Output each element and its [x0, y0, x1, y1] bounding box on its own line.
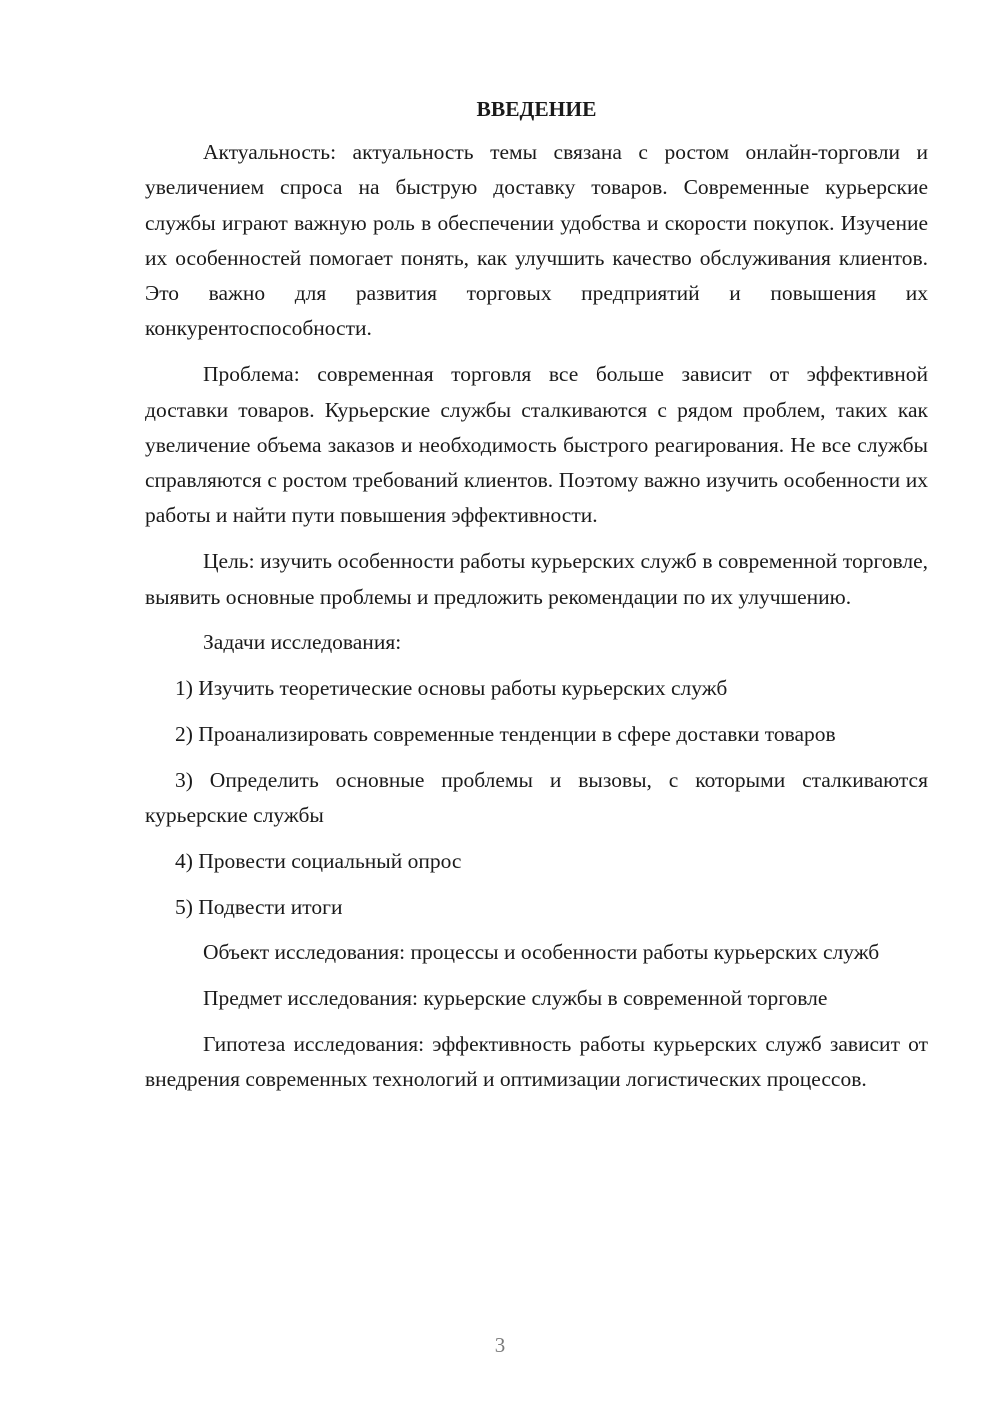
page-number: 3 [494, 1333, 506, 1357]
section-title: ВВЕДЕНИЕ [476, 97, 597, 121]
document-body [145, 92, 928, 1108]
task-item-3: 3) Определить основные проблемы и вызовы, с которыми сталкиваются курьерские службы [145, 767, 928, 828]
relevance-paragraph: Актуальность: актуальность темы связана с ростом онлайн-торговли и увеличением спроса на быструю доставку товаров. Современные курьерские службы играют важную роль в обеспечении удобства и скорости покупок. Изучение их особенностей помогает понять, как улучшить качество обслуживания клиентов. Это важно для развития торговых предприятий и повышения их конкурентоспособности. [145, 140, 928, 341]
task-item-2: 2) Проанализировать современные тенденции в сфере доставки товаров [175, 721, 836, 746]
tasks-heading: Задачи исследования: [203, 630, 402, 655]
task-item-1: 1) Изучить теоретические основы работы курьерских служб [175, 676, 728, 701]
goal-paragraph: Цель: изучить особенности работы курьерских служб в современной торговле, выявить основные проблемы и предложить рекомендации по их улучшению. [145, 549, 928, 609]
research-object-paragraph: Объект исследования: процессы и особенности работы курьерских служб [203, 940, 880, 965]
problem-paragraph: Проблема: современная торговля все больше зависит от эффективной доставки товаров. Курьерские службы сталкиваются с рядом проблем, таких как увеличение объема заказов и необходимость быстрого реагирования. Не все службы справляются с ростом требований клиентов. Поэтому важно изучить особенности их работы и найти пути повышения эффективности. [145, 362, 928, 528]
task-item-4: 4) Провести социальный опрос [175, 848, 462, 873]
task-item-5: 5) Подвести итоги [175, 894, 343, 919]
hypothesis-paragraph: Гипотеза исследования: эффективность работы курьерских служб зависит от внедрения современных технологий и оптимизации логистических процессов. [145, 1032, 928, 1092]
research-subject-paragraph: Предмет исследования: курьерские службы в современной торговле [203, 986, 828, 1011]
